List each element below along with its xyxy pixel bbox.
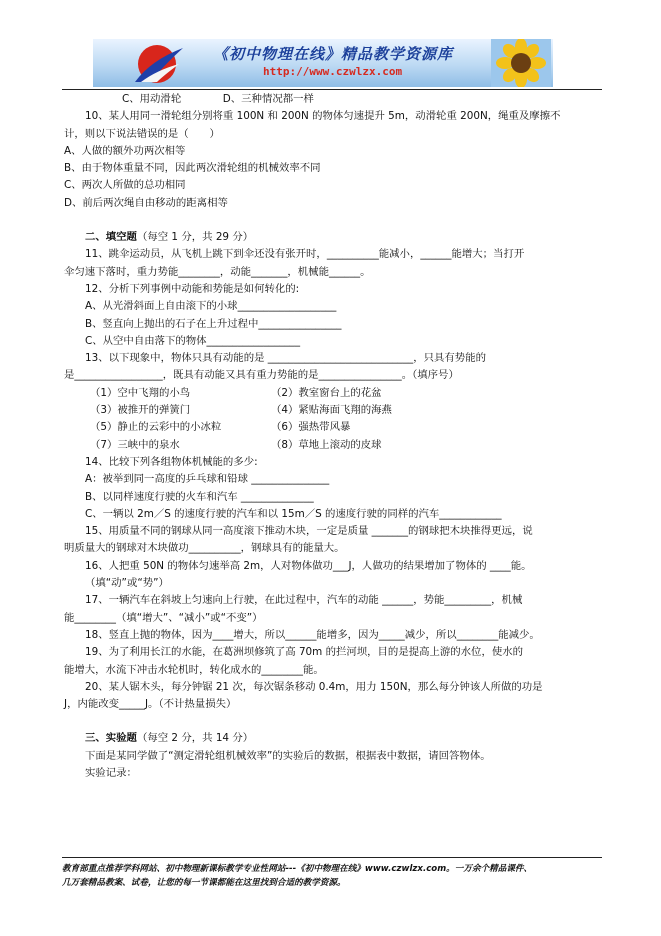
q13-choices-row [64, 402, 600, 419]
q17-line1: 17、一辆汽车在斜坡上匀速向上行驶，在此过程中，汽车的动能 ______，势能_________，机械 [85, 594, 523, 607]
section-3-record-label: 实验记录： [85, 766, 137, 779]
q10-option-c: C、两次人所做的总功相同 [64, 179, 186, 192]
site-logo-icon [121, 42, 191, 86]
q14-item-c: C、一辆以 2m／S 的速度行驶的汽车和以 15m／S 的速度行驶的同样的汽车____________ [85, 507, 502, 520]
q11-line2: 伞匀速下落时，重力势能________，动能_______，机械能______。 [64, 265, 371, 278]
q16-line2: （填“动”或“势”） [85, 577, 169, 590]
q13-choice: （8）草地上滚动的皮球 [271, 438, 382, 451]
q13-choices-row [64, 437, 600, 454]
sunflower-icon [491, 39, 551, 87]
q13-choices-row [64, 419, 600, 436]
q13-choice: （6）强热带风暴 [271, 421, 351, 434]
q14-item-a: A：被举到同一高度的乒乓球和铅球 _______________ [85, 473, 330, 486]
q13-choice: （2）教室窗台上的花盆 [271, 386, 382, 399]
q13-choice: （7）三峡中的泉水 [90, 438, 180, 451]
q15-line2: 明质量大的钢球对木块做功__________，钢球具有的能量大。 [64, 542, 345, 555]
q12-item-c: C、从空中自由落下的物体__________________ [85, 334, 301, 347]
document-body [64, 91, 600, 782]
q13-choice: （3）被推开的弹簧门 [90, 404, 191, 417]
q13-choice: （4）紧贴海面飞翔的海燕 [271, 404, 392, 417]
q14-stem: 14、比较下列各组物体机械能的多少: [85, 455, 258, 468]
q15-line1: 15、用质量不同的钢球从同一高度滚下推动木块，一定是质量 _______的钢球把木块推得更远，说 [85, 525, 533, 538]
q17-line2: 能________（填“增大”、“减小”或“不变”） [64, 611, 263, 624]
q13-choice: （1）空中飞翔的小鸟 [90, 386, 191, 399]
footer-divider [62, 857, 602, 858]
q10-stem-line2: 计，则以下说法错误的是（ ） [64, 127, 220, 140]
q13-choice: （5）静止的云彩中的小冰粒 [90, 421, 222, 434]
footer [62, 862, 602, 890]
section-3-note: （每空 2 分，共 14 分） [136, 732, 254, 745]
q16-line1: 16、人把重 50N 的物体匀速举高 2m，人对物体做功___J，人做功的结果增加了物体的 ____能。 [85, 559, 532, 572]
section-3-heading [64, 730, 600, 747]
q12-stem: 12、分析下列事例中动能和势能是如何转化的: [85, 282, 300, 295]
q19-line1: 19、为了利用长江的水能，在葛洲坝修筑了高 70m 的拦河坝，目的是提高上游的水位，使水的 [85, 646, 524, 659]
header-divider [62, 89, 602, 90]
header-banner [93, 39, 553, 87]
banner-url[interactable]: http://www.czwlzx.com [263, 65, 403, 78]
q18-line1: 18、竖直上抛的物体，因为____增大，所以______能增多，因为_____减少，所以________能减少。 [85, 628, 540, 641]
q11-line1: 11、跳伞运动员，从飞机上跳下到伞还没有张开时，__________能减小，______能增大；当打开 [85, 248, 525, 261]
q12-item-b: B、竖直向上抛出的石子在上升过程中________________ [85, 317, 342, 330]
q14-item-b: B、以同样速度行驶的火车和汽车 ______________ [85, 490, 314, 503]
section-2-note: （每空 1 分，共 29 分） [136, 231, 254, 244]
q13-choices-row [64, 385, 600, 402]
q10-option-d: D、前后两次绳自由移动的距离相等 [64, 196, 228, 209]
q10-option-a: A、人做的额外功两次相等 [64, 144, 186, 157]
q12-item-a: A、从光滑斜面上自由滚下的小球___________________ [85, 300, 337, 313]
q19-line2: 能增大，水流下冲击水轮机时，转化成水的________能。 [64, 663, 324, 676]
footer-line2: 几万套精品教案、试卷，让您的每一节课都能在这里找到合适的教学资源。 [62, 878, 346, 888]
section-3-title: 三、实验题 [85, 732, 137, 745]
footer-line1: 教育部重点推荐学科网站、初中物理新课标教学专业性网站---《初中物理在线》www.czwlzx.com。一万余个精品课件、 [62, 864, 533, 874]
q13-line1: 13、以下现象中，物体只具有动能的是 ____________________________，只具有势能的 [85, 352, 486, 365]
q13-line2: 是_________________，既具有动能又具有重力势能的是________________。（填序号） [64, 369, 459, 382]
section-2-title: 二、填空题 [85, 231, 137, 244]
section-3-intro: 下面是某同学做了“测定滑轮组机械效率”的实验后的数据，根据表中数据，请回答物体。 [85, 749, 491, 762]
section-2-heading [64, 229, 600, 246]
prev-question-options: C、用动滑轮 D、三种情况都一样 [122, 93, 314, 105]
q10-option-b: B、由于物体重量不同，因此两次滑轮组的机械效率不同 [64, 162, 321, 175]
q20-line1: 20、某人锯木头，每分钟锯 21 次，每次锯条移动 0.4m，用力 150N，那么每分钟该人所做的功是 [85, 680, 543, 693]
q20-line2: J，内能改变_____J。（不计热量损失） [64, 698, 237, 711]
q10-stem-line1: 10、某人用同一滑轮组分别将重 100N 和 200N 的物体匀速提升 5m，动滑轮重 200N，绳重及摩擦不 [85, 110, 561, 123]
banner-title: 《初中物理在线》精品教学资源库 [213, 45, 454, 63]
